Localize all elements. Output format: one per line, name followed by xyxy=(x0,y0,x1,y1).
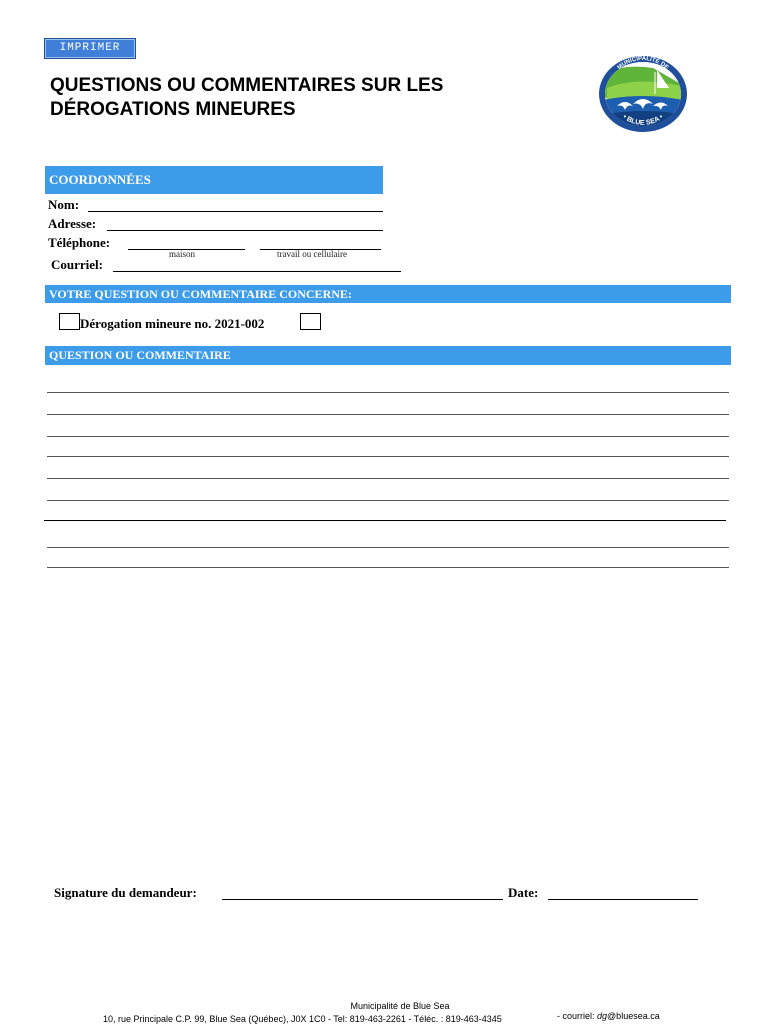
derogation-checkbox-left[interactable] xyxy=(59,313,80,330)
footer-address: 10, rue Principale C.P. 99, Blue Sea (Québec), J0X 1C0 - Tel: 819-463-2261 - Téléc. : 819-463-4345 xyxy=(103,1014,502,1024)
question-line[interactable] xyxy=(47,414,729,415)
question-heading: QUESTION OU COMMENTAIRE xyxy=(45,346,731,365)
print-button[interactable]: IMPRIMER xyxy=(44,38,136,59)
signature-label: Signature du demandeur: xyxy=(54,885,197,900)
question-line[interactable] xyxy=(47,567,729,568)
date-field[interactable] xyxy=(548,899,698,900)
coordonnees-heading: COORDONNÉES xyxy=(45,166,383,194)
question-line[interactable] xyxy=(47,456,729,457)
courriel-field[interactable] xyxy=(113,271,401,272)
question-line[interactable] xyxy=(47,392,729,393)
question-line[interactable] xyxy=(47,547,729,548)
footer-email-domain[interactable]: @bluesea.ca xyxy=(607,1011,660,1021)
footer-email-user[interactable]: dg xyxy=(597,1011,608,1021)
concerne-heading: VOTRE QUESTION OU COMMENTAIRE CONCERNE: xyxy=(45,285,731,303)
footer-email xyxy=(557,1011,660,1021)
question-line[interactable] xyxy=(47,478,729,479)
maison-caption: maison xyxy=(169,249,195,259)
nom-field[interactable] xyxy=(88,211,383,212)
question-line[interactable] xyxy=(44,520,726,521)
question-line[interactable] xyxy=(47,500,729,501)
nom-label: Nom: xyxy=(48,197,80,212)
adresse-label: Adresse: xyxy=(48,216,97,231)
page-title xyxy=(50,74,520,122)
municipality-logo xyxy=(597,54,689,134)
signature-field[interactable] xyxy=(222,899,503,900)
telephone-label: Téléphone: xyxy=(48,235,111,250)
logo-bottom-text: • BLUE SEA • xyxy=(621,113,665,127)
travail-caption: travail ou cellulaire xyxy=(277,249,347,259)
adresse-field[interactable] xyxy=(107,230,383,231)
logo-top-text: MUNICIPALITÉ DE xyxy=(616,55,670,72)
derogation-checkbox-right[interactable] xyxy=(300,313,321,330)
footer-email-prefix: - courriel: xyxy=(557,1011,595,1021)
courriel-label: Courriel: xyxy=(51,257,103,272)
question-line[interactable] xyxy=(47,436,729,437)
title-line-2: DÉROGATIONS MINEURES xyxy=(50,99,296,120)
date-label: Date: xyxy=(508,885,539,900)
title-line-1: QUESTIONS OU COMMENTAIRES SUR LES xyxy=(50,75,444,96)
derogation-label: Dérogation mineure no. 2021-002 xyxy=(80,316,265,331)
footer-municipality: Municipalité de Blue Sea xyxy=(350,1001,450,1011)
